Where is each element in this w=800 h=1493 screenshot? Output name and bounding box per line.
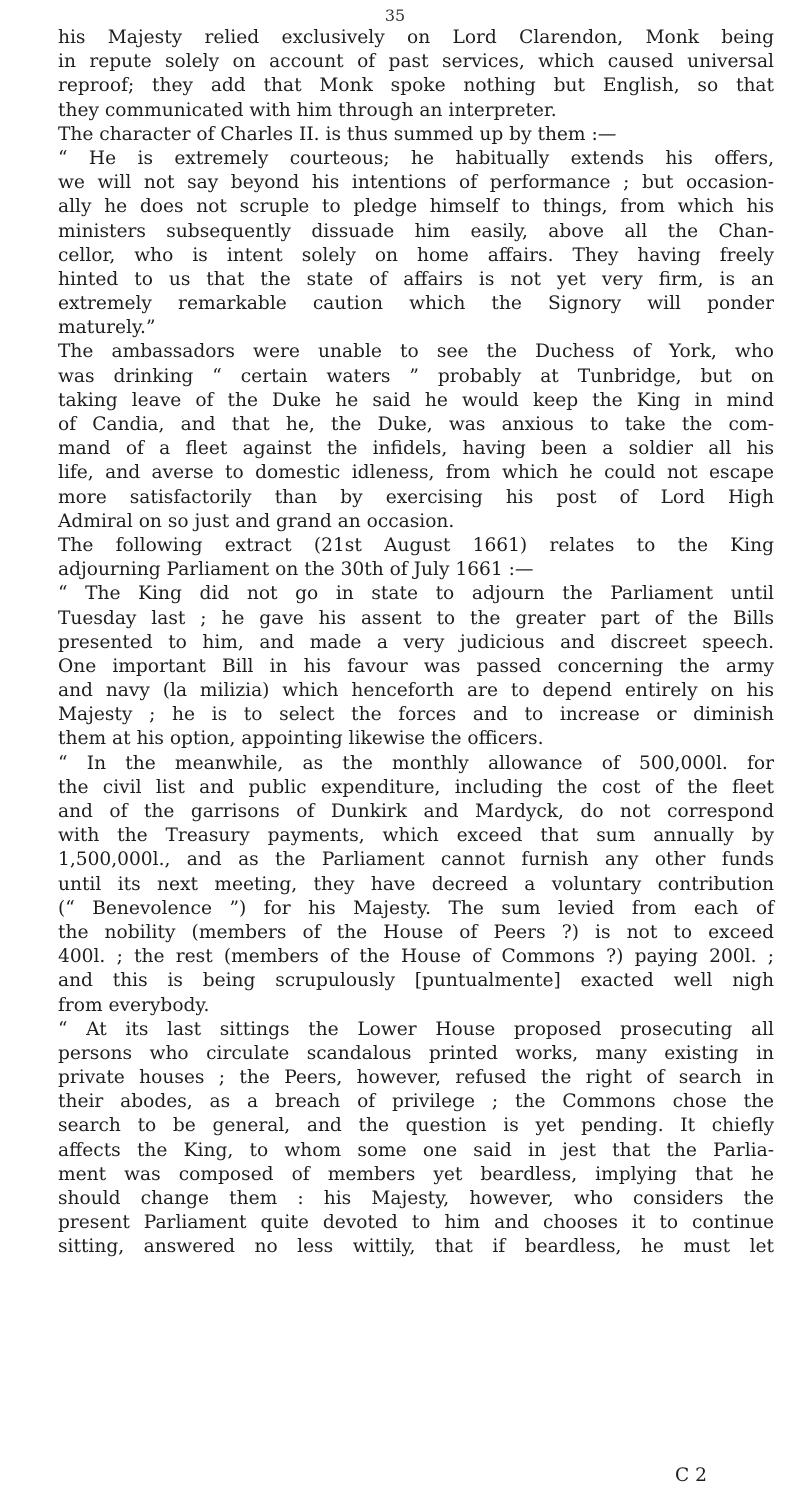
text-line: them at his option, appointing likewise the officers. <box>58 728 544 750</box>
text-line: the civil list and public expenditure, including the cost of the fleet <box>58 776 774 798</box>
text-line: ment was composed of members yet beardless, implying that he <box>58 1163 774 1185</box>
text-line: One important Bill in his favour was passed concerning the army <box>58 655 774 677</box>
text-line: Majesty ; he is to select the forces and to increase or diminish <box>58 704 774 726</box>
text-line: of Candia, and that he, the Duke, was anxious to take the com- <box>58 414 774 435</box>
text-line: presented to him, and made a very judicious and discreet speech. <box>58 631 774 653</box>
text-line: was drinking “ certain waters ” probably at Tunbridge, but on <box>58 365 774 387</box>
text-line: “ In the meanwhile, as the monthly allowance of 500,000l. for <box>58 752 774 774</box>
signature-mark: C 2 <box>675 1465 707 1486</box>
text-line: mand of a fleet against the infidels, having been a soldier all his <box>58 438 774 460</box>
text-line: we will not say beyond his intentions of performance ; but occasion- <box>58 172 774 194</box>
text-line: search to be general, and the question is yet pending. It chiefly <box>58 1115 774 1137</box>
text-line: his Majesty relied exclusively on Lord Clarendon, Monk being <box>58 27 774 48</box>
text-line: with the Treasury payments, which exceed that sum annually by <box>58 825 774 847</box>
text-line: maturely.” <box>58 317 156 339</box>
text-line: sitting, answered no less wittily, that if beardless, he must let <box>58 1236 774 1258</box>
text-line: “ He is extremely courteous; he habitually extends his offers, <box>58 147 774 169</box>
text-line: and of the garrisons of Dunkirk and Mardyck, do not correspond <box>58 801 774 822</box>
text-line: private houses ; the Peers, however, refused the right of search in <box>58 1067 774 1089</box>
page-number: 35 <box>384 6 406 25</box>
text-line: “ The King did not go in state to adjourn the Parliament until <box>58 583 774 605</box>
text-line: ally he does not scruple to pledge himself to things, from which his <box>58 196 774 218</box>
text-line: life, and averse to domestic idleness, from which he could not escape <box>58 462 774 484</box>
text-line: they communicated with him through an interpreter. <box>58 99 557 121</box>
text-line: taking leave of the Duke he said he would keep the King in mind <box>58 389 774 411</box>
text-line: should change them : his Majesty, however, who considers the <box>58 1188 774 1209</box>
text-line: adjourning Parliament on the 30th of July 1661 :— <box>58 559 534 581</box>
text-line: present Parliament quite devoted to him and chooses it to continue <box>58 1212 774 1234</box>
text-line: their abodes, as a breach of privilege ; the Commons chose the <box>58 1091 774 1113</box>
text-line: in repute solely on account of past services, which caused universal <box>58 51 774 73</box>
text-line: The ambassadors were unable to see the Duchess of York, who <box>58 341 774 363</box>
text-line: “ At its last sittings the Lower House proposed prosecuting all <box>58 1018 774 1040</box>
text-line: 400l. ; the rest (members of the House of Commons ?) paying 200l. ; <box>58 946 774 968</box>
text-line: more satisfactorily than by exercising his post of Lord High <box>58 486 774 508</box>
text-line: The following extract (21st August 1661) relates to the King <box>58 534 774 556</box>
text-line: the nobility (members of the House of Peers ?) is not to exceed <box>58 921 774 943</box>
text-line: and navy (la milizia) which henceforth are to depend entirely on his <box>58 680 774 702</box>
text-line: until its next meeting, they have decreed a voluntary contribution <box>58 873 774 895</box>
text-line: cellor, who is intent solely on home affairs. They having freely <box>58 244 774 266</box>
text-line: from everybody. <box>58 994 210 1016</box>
body-text <box>58 26 774 1260</box>
text-line: Tuesday last ; he gave his assent to the greater part of the Bills <box>58 607 774 629</box>
text-line: The character of Charles II. is thus summed up by them :— <box>58 123 617 145</box>
text-line: 1,500,000l., and as the Parliament cannot furnish any other funds <box>58 849 774 871</box>
text-line: affects the King, to whom some one said in jest that the Parlia- <box>58 1139 774 1161</box>
text-line: extremely remarkable caution which the Signory will ponder <box>58 293 774 315</box>
text-line: persons who circulate scandalous printed works, many existing in <box>58 1042 774 1064</box>
text-line: and this is being scrupulously [puntualmente] exacted well nigh <box>58 970 774 992</box>
text-line: (“ Benevolence ”) for his Majesty. The sum levied from each of <box>58 897 774 919</box>
text-line: Admiral on so just and grand an occasion. <box>58 510 455 532</box>
text-line: hinted to us that the state of affairs is not yet very firm, is an <box>58 268 774 290</box>
text-line: ministers subsequently dissuade him easily, above all the Chan- <box>58 220 774 242</box>
text-line: reproof; they add that Monk spoke nothing but English, so that <box>58 75 774 97</box>
